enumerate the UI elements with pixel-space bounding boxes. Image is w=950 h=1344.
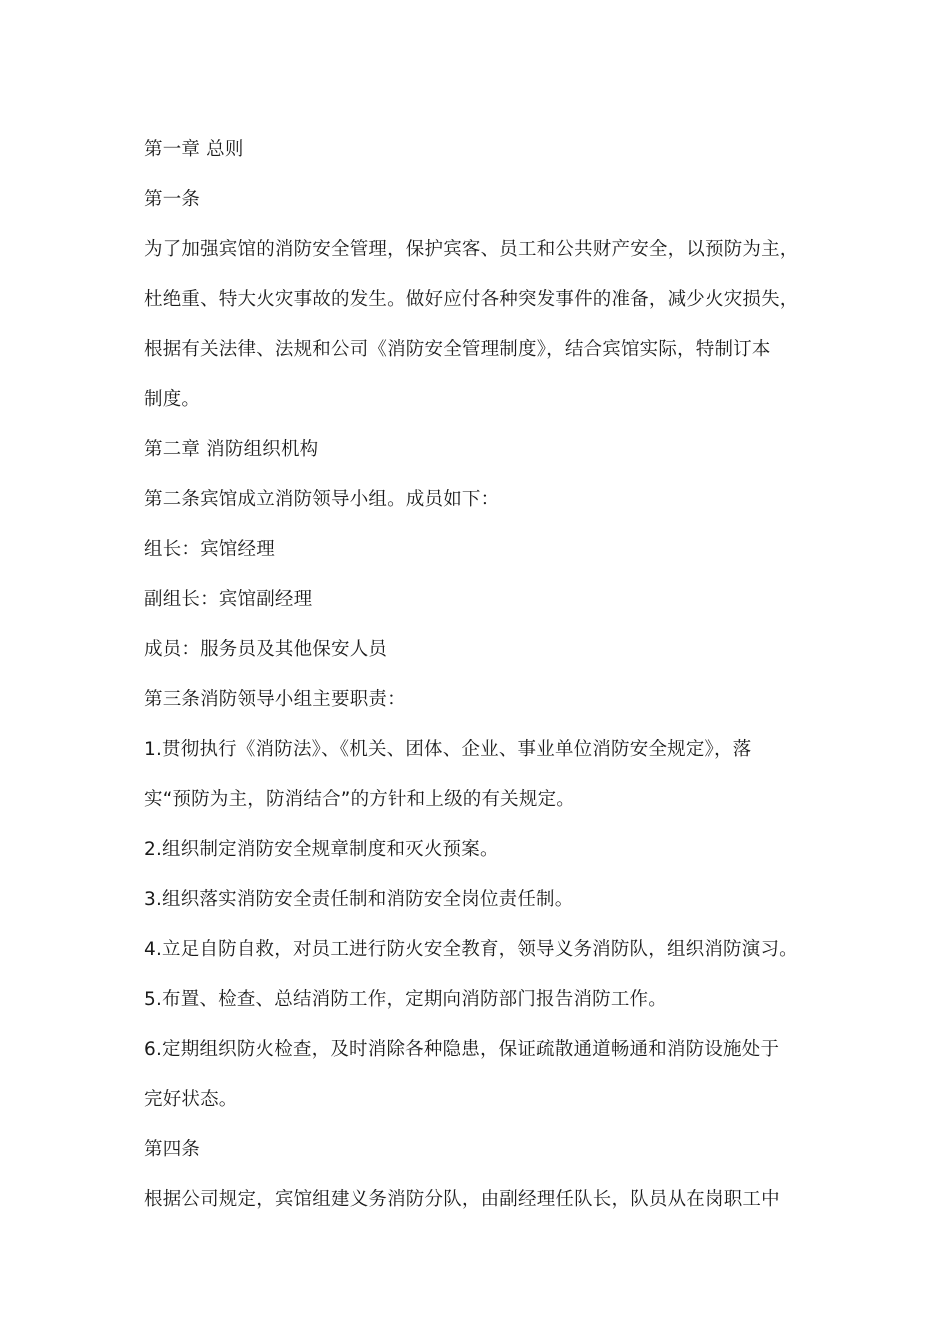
duty-1-line-2: 实“预防为主，防消结合”的方针和上级的有关规定。 — [144, 789, 575, 810]
document-body — [144, 125, 824, 1225]
duty-6-line-1: 6.定期组织防火检查，及时消除各种隐患，保证疏散通道畅通和消防设施处于 — [144, 1039, 780, 1060]
article-1-text-line-4: 制度。 — [144, 389, 201, 410]
article-1-text-line-2: 杜绝重、特大火灾事故的发生。做好应付各种突发事件的准备，减少火灾损失， — [144, 289, 799, 310]
duty-4: 4.立足自防自救，对员工进行防火安全教育，领导义务消防队，组织消防演习。 — [144, 939, 798, 960]
article-1-text-line-1: 为了加强宾馆的消防安全管理，保护宾客、员工和公共财产安全，以预防为主， — [144, 239, 799, 260]
article-2-text: 第二条宾馆成立消防领导小组。成员如下： — [144, 489, 500, 510]
deputy-leader-line: 副组长：宾馆副经理 — [144, 589, 313, 610]
article-4-heading: 第四条 — [144, 1139, 201, 1160]
members-line: 成员：服务员及其他保安人员 — [144, 639, 388, 660]
duty-6-line-2: 完好状态。 — [144, 1089, 238, 1110]
article-1-text-line-3: 根据有关法律、法规和公司《消防安全管理制度》，结合宾馆实际，特制订本 — [144, 339, 771, 360]
article-1-heading: 第一条 — [144, 189, 201, 210]
duty-1-line-1: 1.贯彻执行《消防法》、《机关、团体、企业、事业单位消防安全规定》，落 — [144, 739, 752, 760]
duty-3: 3.组织落实消防安全责任制和消防安全岗位责任制。 — [144, 889, 574, 910]
article-3-heading: 第三条消防领导小组主要职责： — [144, 689, 406, 710]
article-4-text-line-1: 根据公司规定，宾馆组建义务消防分队，由副经理任队长，队员从在岗职工中 — [144, 1189, 780, 1210]
leader-line: 组长：宾馆经理 — [144, 539, 275, 560]
chapter-2-heading: 第二章 消防组织机构 — [144, 439, 319, 460]
chapter-1-heading: 第一章 总则 — [144, 139, 244, 160]
duty-2: 2.组织制定消防安全规章制度和灭火预案。 — [144, 839, 499, 860]
duty-5: 5.布置、检查、总结消防工作，定期向消防部门报告消防工作。 — [144, 989, 667, 1010]
